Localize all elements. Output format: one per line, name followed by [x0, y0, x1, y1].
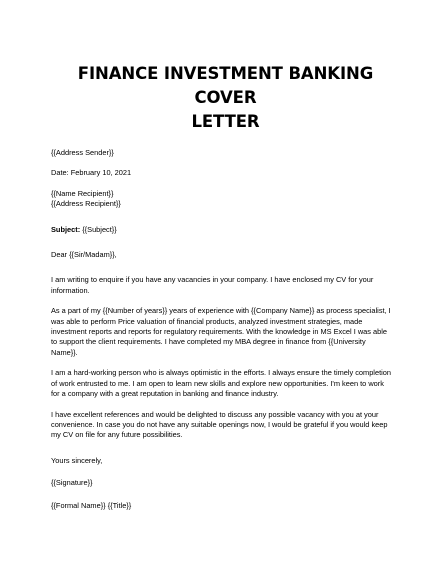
- recipient-address: {{Address Recipient}}: [51, 199, 121, 209]
- paragraph-2-line: was able to perform Price valuation of financial products, analyzed investment strategies, made: [51, 316, 363, 326]
- recipient-name: {{Name Recipient}}: [51, 188, 114, 198]
- paragraph-3-line: I am a hard-working person who is always optimistic in the efforts. I always ensure the timely completion: [51, 368, 391, 378]
- paragraph-1: [51, 275, 400, 296]
- subject-line: [51, 225, 400, 235]
- paragraph-2-line: to support the client requirements. I have completed my MBA degree in finance from {{University: [51, 337, 366, 347]
- recipient-block: [51, 189, 400, 210]
- subject-value: {{Subject}}: [80, 224, 117, 234]
- subject-label: Subject:: [51, 224, 81, 234]
- paragraph-2-line: Name}}.: [51, 347, 78, 357]
- paragraph-3-line: for a company with a great reputation in banking and finance industry.: [51, 389, 279, 399]
- paragraph-4-line: my CV on file for any future possibilities.: [51, 430, 183, 440]
- signature: {{Signature}}: [51, 478, 93, 488]
- date-line: Date: February 10, 2021: [51, 168, 132, 178]
- paragraph-4-line: convenience. In case you do not have any suitable openings now, I would be grateful if you would keep: [51, 419, 388, 429]
- formal-name: {{Formal Name}} {{Title}}: [51, 500, 132, 510]
- paragraph-3: [51, 368, 400, 399]
- paragraph-4-line: I have excellent references and would be delighted to discuss any possible vacancy with you at your: [51, 409, 379, 419]
- page-title: [51, 62, 400, 134]
- paragraph-2: [51, 306, 400, 358]
- address-sender: {{Address Sender}}: [51, 148, 114, 157]
- paragraph-2-line: As a part of my {{Number of years}} years of experience with {{Company Name}} as process specialist, I: [51, 306, 391, 316]
- closing: Yours sincerely,: [51, 455, 103, 465]
- title-line-1: FINANCE INVESTMENT BANKING COVER: [77, 64, 374, 107]
- salutation: Dear {{Sir/Madam}},: [51, 250, 117, 260]
- paragraph-1-line: information.: [51, 285, 90, 295]
- paragraph-4: [51, 410, 400, 441]
- paragraph-2-line: investment reports and reports for regulatory requirements. With the knowledge in MS Excel I was able: [51, 327, 388, 337]
- paragraph-1-line: I am writing to enquire if you have any vacancies in your company. I have enclosed my CV for your: [51, 275, 374, 285]
- title-line-2: LETTER: [191, 112, 260, 131]
- paragraph-3-line: of work entrusted to me. I am open to learn new skills and explore new opportunities. I'm keen to work: [51, 378, 384, 388]
